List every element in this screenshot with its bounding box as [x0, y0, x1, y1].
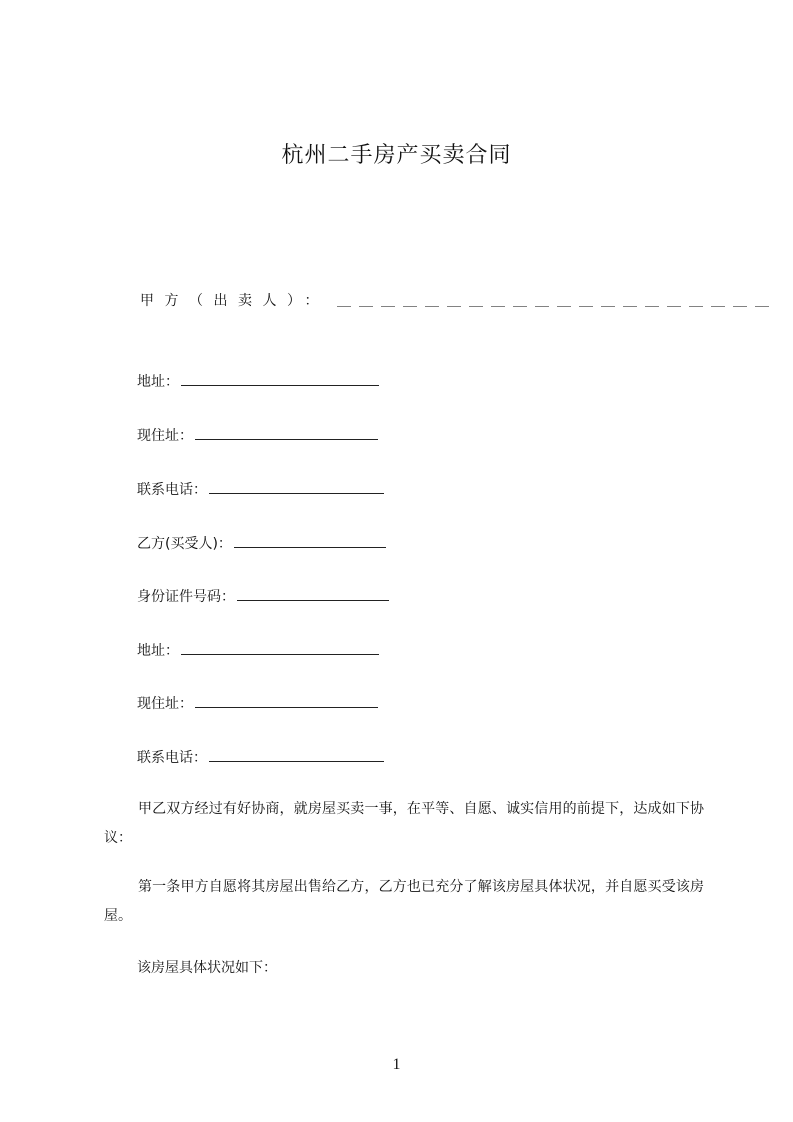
party-a-address-label: 地址： [137, 374, 179, 390]
party-b-label: 乙方(买受人)： [137, 536, 232, 552]
party-b-field [137, 532, 386, 555]
party-b-current-address-line [195, 692, 378, 708]
party-a-phone-label: 联系电话： [137, 482, 207, 498]
party-a-current-address-field [137, 424, 378, 447]
house-status-intro: 该房屋具体状况如下： [137, 960, 277, 976]
party-b-line [234, 532, 386, 548]
party-b-current-address-label: 现住址： [137, 696, 193, 712]
party-a-current-address-line [195, 424, 378, 440]
party-b-id-field [137, 585, 389, 608]
party-b-phone-line [209, 746, 384, 762]
party-b-phone-label: 联系电话： [137, 750, 207, 766]
party-a-blank: ＿＿＿＿＿＿＿＿＿＿＿＿＿＿＿＿＿＿＿＿ [337, 293, 777, 309]
party-b-id-line [237, 585, 389, 601]
party-a-line [140, 289, 777, 313]
party-b-address-field [137, 639, 379, 662]
party-a-label: 甲方（出卖人）： [140, 293, 329, 309]
agreement-intro-paragraph: 甲乙双方经过有好协商，就房屋买卖一事，在平等、自愿、诚实信用的前提下，达成如下协议： [104, 801, 704, 846]
party-b-address-label: 地址： [137, 643, 179, 659]
party-b-phone-field [137, 746, 384, 769]
document-title: 杭州二手房产买卖合同 [281, 143, 512, 168]
party-b-address-line [181, 639, 379, 655]
article-one-paragraph: 第一条甲方自愿将其房屋出售给乙方，乙方也已充分了解该房屋具体状况，并自愿买受该房屋。 [104, 879, 704, 924]
party-a-address-field [137, 370, 379, 393]
party-a-phone-field [137, 478, 384, 501]
party-a-phone-line [209, 478, 384, 494]
party-b-id-label: 身份证件号码： [137, 589, 235, 605]
page-number: 1 [392, 1056, 401, 1073]
party-a-address-line [181, 370, 379, 386]
party-a-current-address-label: 现住址： [137, 428, 193, 444]
party-b-current-address-field [137, 692, 378, 715]
